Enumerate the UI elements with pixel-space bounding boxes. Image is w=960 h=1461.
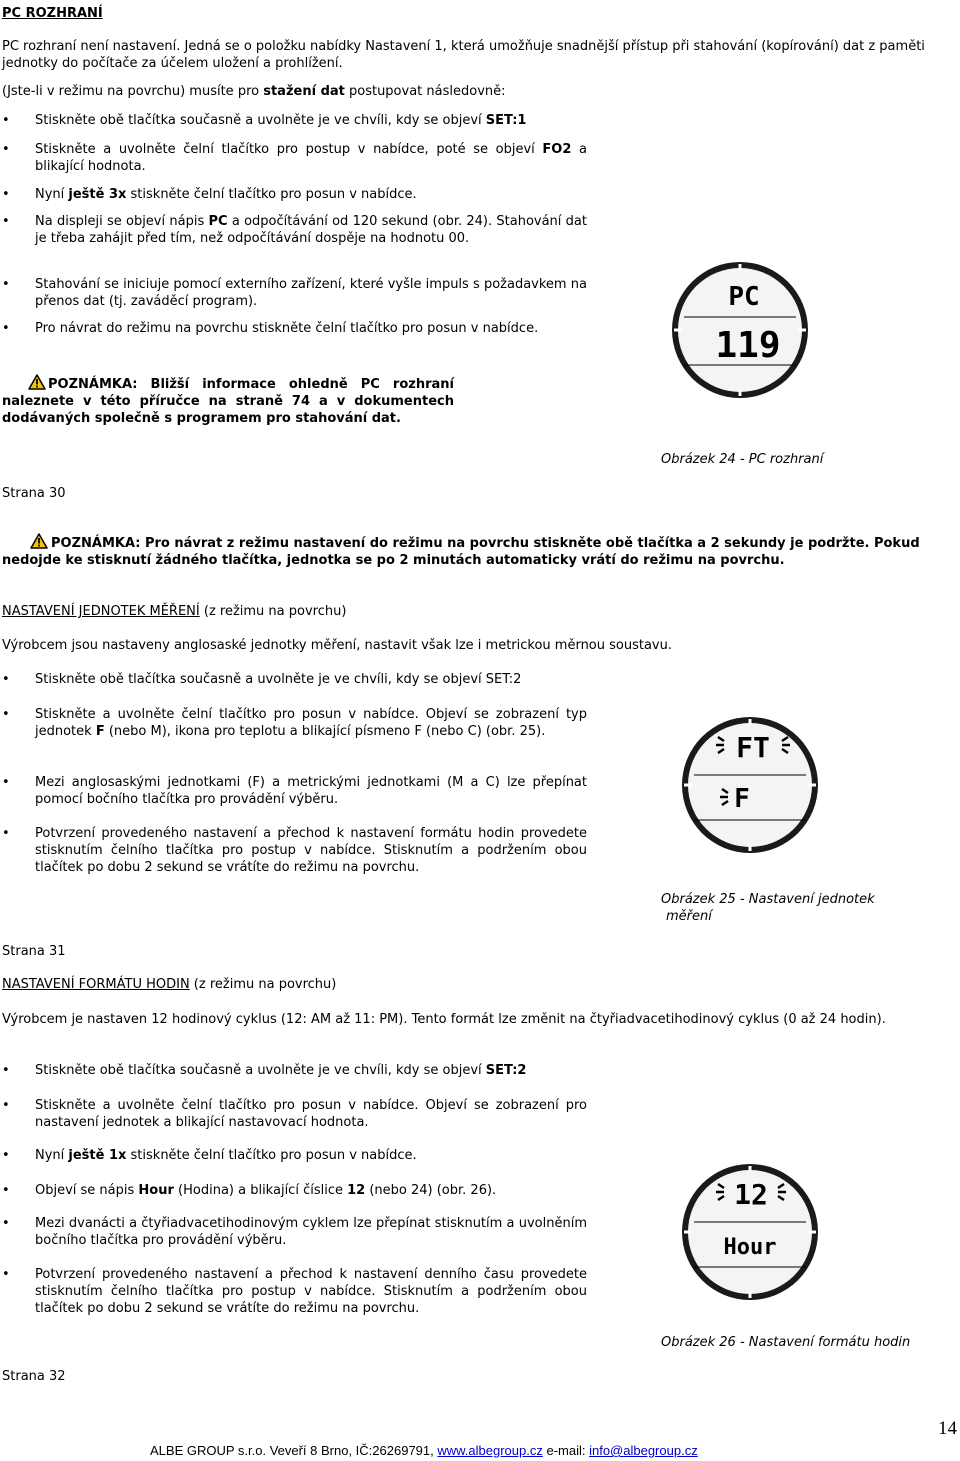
footer-website-link[interactable]: www.albegroup.cz (437, 1443, 543, 1458)
display-bottom-text: F (734, 784, 750, 814)
list-item: • Nyní ještě 1x stiskněte čelní tlačítko pro posun v nabídce. (35, 1147, 587, 1164)
list-item: • Pro návrat do režimu na povrchu stiskněte čelní tlačítko pro posun v nabídce. (35, 320, 587, 337)
footer (150, 1442, 698, 1459)
device-display-units (680, 715, 820, 855)
intro-paragraph: Výrobcem jsou nastaveny anglosaské jednotky měření, nastavit však lze i metrickou měrnou soustavu. (2, 638, 673, 653)
list-item: • Stiskněte obě tlačítka současně a uvolněte je ve chvíli, kdy se objeví SET:1 (35, 112, 587, 129)
page-label: Strana 30 (2, 486, 66, 501)
note-text: POZNÁMKA: Pro návrat z režimu nastavení do režimu na povrchu stiskněte obě tlačítka a 2 sekundy je podržte. Pokud nedojde ke stisknutí žádného tlačítka, jednotka se po 2 minutách automaticky vrátí do režimu na povrchu. (2, 535, 942, 569)
intro-paragraph: PC rozhraní není nastavení. Jedná se o položku nabídky Nastavení 1, která umožňuje snadnější přístup při stahování (kopírování) dat z paměti jednotky do počítače za účelem uložení a prohlížení. (2, 39, 925, 71)
display-bottom-text: 119 (715, 325, 781, 366)
list-item: • Potvrzení provedeného nastavení a přechod k nastavení formátu hodin provedete stisknutím čelního tlačítka pro postup v nabídce. Stisknutím a podržením obou tlačítek po dobu 2 sekund se vrátíte do režimu na povrchu. (35, 825, 587, 876)
list-item: • Stiskněte obě tlačítka současně a uvolněte je ve chvíli, kdy se objeví SET:2 (35, 671, 587, 688)
device-display-pc (670, 260, 810, 400)
figure-caption: měření (666, 909, 712, 924)
list-item: • Stiskněte a uvolněte čelní tlačítko pro postup v nabídce, poté se objeví FO2 a blikající hodnota. (35, 141, 587, 175)
display-bottom-text: Hour (723, 1235, 777, 1260)
page-number: 14 (938, 1418, 957, 1439)
warning-triangle-icon (30, 533, 48, 551)
list-item: • Potvrzení provedeného nastavení a přechod k nastavení denního času provedete stisknutím čelního tlačítka pro postup v nabídce. Stisknutím a podržením obou tlačítek po dobu 2 sekund se vrátíte do režimu na povrchu. (35, 1266, 587, 1317)
list-item: • Stiskněte a uvolněte čelní tlačítko pro posun v nabídce. Objeví se zobrazení typ jednotek F (nebo M), ikona pro teplotu a blikající písmeno F (nebo C) (obr. 25). (35, 706, 587, 740)
lead-paragraph: (Jste-li v režimu na povrchu) musíte pro stažení dat postupovat následovně: (2, 84, 506, 99)
footer-email-label: e-mail: (542, 1443, 590, 1458)
list-item: • Stiskněte obě tlačítka současně a uvolněte je ve chvíli, kdy se objeví SET:2 (35, 1062, 587, 1079)
device-display-clock (680, 1162, 820, 1302)
footer-company: ALBE GROUP s.r.o. Veveří 8 Brno, IČ:26269791, (150, 1443, 438, 1458)
section-heading-clock: NASTAVENÍ FORMÁTU HODIN (z režimu na povrchu) (2, 977, 337, 992)
intro-paragraph: Výrobcem je nastaven 12 hodinový cyklus (12: AM až 11: PM). Tento formát lze změnit na čtyřiadvacetihodinový cyklus (0 až 24 hodin). (2, 1012, 886, 1027)
list-item: • Objeví se nápis Hour (Hodina) a blikající číslice 12 (nebo 24) (obr. 26). (35, 1182, 587, 1199)
note-text: POZNÁMKA: Bližší informace ohledně PC rozhraní naleznete v této příručce na straně 74 a v dokumentech dodávaných společně s programem pro stahování dat. (2, 376, 454, 427)
footer-email-link[interactable]: info@albegroup.cz (589, 1443, 698, 1458)
note-setup-exit (2, 535, 942, 569)
section-heading-pc: PC ROZHRANÍ (2, 6, 103, 21)
figure-caption: Obrázek 24 - PC rozhraní (661, 452, 824, 467)
list-item: • Na displeji se objeví nápis PC a odpočítávání od 120 sekund (obr. 24). Stahování dat je třeba zahájit před tím, než odpočítávání dospěje na hodnotu 00. (35, 213, 587, 247)
warning-triangle-icon (28, 374, 46, 392)
list-item: • Stahování se iniciuje pomocí externího zařízení, které vyšle impuls s požadavkem na přenos dat (tj. zaváděcí program). (35, 276, 587, 310)
figure-caption: Obrázek 26 - Nastavení formátu hodin (661, 1335, 911, 1350)
list-item: • Nyní ještě 3x stiskněte čelní tlačítko pro posun v nabídce. (35, 186, 587, 203)
section-heading-units: NASTAVENÍ JEDNOTEK MĚŘENÍ (z režimu na povrchu) (2, 604, 347, 619)
list-item: • Mezi anglosaskými jednotkami (F) a metrickými jednotkami (M a C) lze přepínat pomocí bočního tlačítka pro provádění výběru. (35, 774, 587, 808)
figure-caption: Obrázek 25 - Nastavení jednotek (661, 892, 875, 907)
note-pc (2, 376, 454, 427)
page-label: Strana 31 (2, 944, 66, 959)
display-top-text: 12 (734, 1178, 768, 1211)
list-item: • Mezi dvanácti a čtyřiadvacetihodinovým cyklem lze přepínat stisknutím a uvolněním bočního tlačítka pro provádění výběru. (35, 1215, 587, 1249)
page-label: Strana 32 (2, 1369, 66, 1384)
display-top-text: FT (736, 731, 770, 764)
display-top-text: PC (728, 282, 760, 312)
list-item: • Stiskněte a uvolněte čelní tlačítko pro posun v nabídce. Objeví se zobrazení pro nastavení jednotek a blikající nastavovací hodnota. (35, 1097, 587, 1131)
